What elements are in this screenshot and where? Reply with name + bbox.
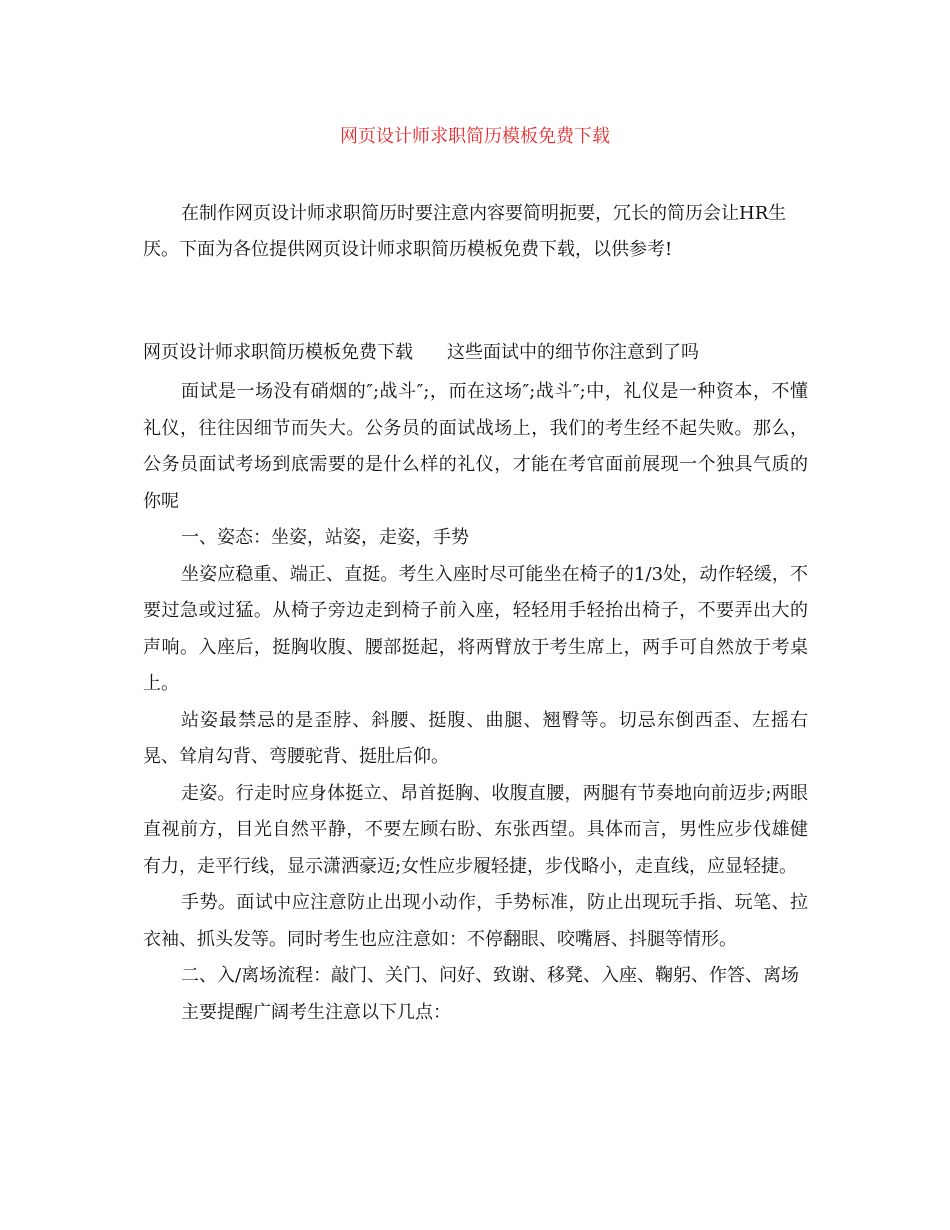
paragraph-walking: 走姿。行走时应身体挺立、昂首挺胸、收腹直腰，两腿有节奏地向前迈步;两眼直视前方，目光自然平静，不要左顾右盼、东张西望。具体而言，男性应步伐雄健有力，走平行线，显示潇洒豪迈;女性应步履轻捷，步伐略小，走直线，应显轻捷。 (143, 782, 808, 877)
heading-right: 这些面试中的细节你注意到了吗 (447, 342, 699, 363)
paragraph-standing: 站姿最禁忌的是歪脖、斜腰、挺腹、曲腿、翘臀等。切忌东倒西歪、左摇右晃、耸肩勾背、弯腰驼背、挺肚后仰。 (143, 709, 808, 767)
paragraph-gestures: 手势。面试中应注意防止出现小动作，手势标准，防止出现玩手指、玩笔、拉衣袖、抓头发等。同时考生也应注意如：不停翻眼、咬嘴唇、抖腿等情形。 (143, 892, 808, 950)
body-text (143, 374, 808, 1031)
paragraph-sitting: 坐姿应稳重、端正、直挺。考生入座时尽可能坐在椅子的1/3处，动作轻缓，不要过急或过猛。从椅子旁边走到椅子前入座，轻轻用手轻抬出椅子，不要弄出大的声响。入座后，挺胸收腹、腰部挺起，将两臂放于考生席上，两手可自然放于考桌上。 (143, 563, 808, 694)
paragraph-posture-heading: 一、姿态：坐姿，站姿，走姿，手势 (181, 527, 469, 548)
document-title: 网页设计师求职简历模板免费下载 (340, 126, 610, 147)
heading-left: 网页设计师求职简历模板免费下载 (143, 342, 413, 363)
section-heading-row (143, 340, 808, 366)
paragraph-interview-intro: 面试是一场没有硝烟的″;战斗″;，而在这场″;战斗″;中，礼仪是一种资本，不懂礼仪，往往因细节而失大。公务员的面试战场上，我们的考生经不起失败。那么，公务员面试考场到底需要的是什么样的礼仪，才能在考官面前展现一个独具气质的你呢 (143, 381, 808, 512)
intro-paragraph: 在制作网页设计师求职简历时要注意内容要简明扼要，冗长的简历会让HR生厌。下面为各位提供网页设计师求职简历模板免费下载，以供参考! (143, 203, 787, 260)
paragraph-entry-exit-heading: 二、入/离场流程：敲门、关门、问好、致谢、移凳、入座、鞠躬、作答、离场 (181, 965, 800, 986)
paragraph-reminder: 主要提醒广阔考生注意以下几点： (181, 1001, 451, 1023)
